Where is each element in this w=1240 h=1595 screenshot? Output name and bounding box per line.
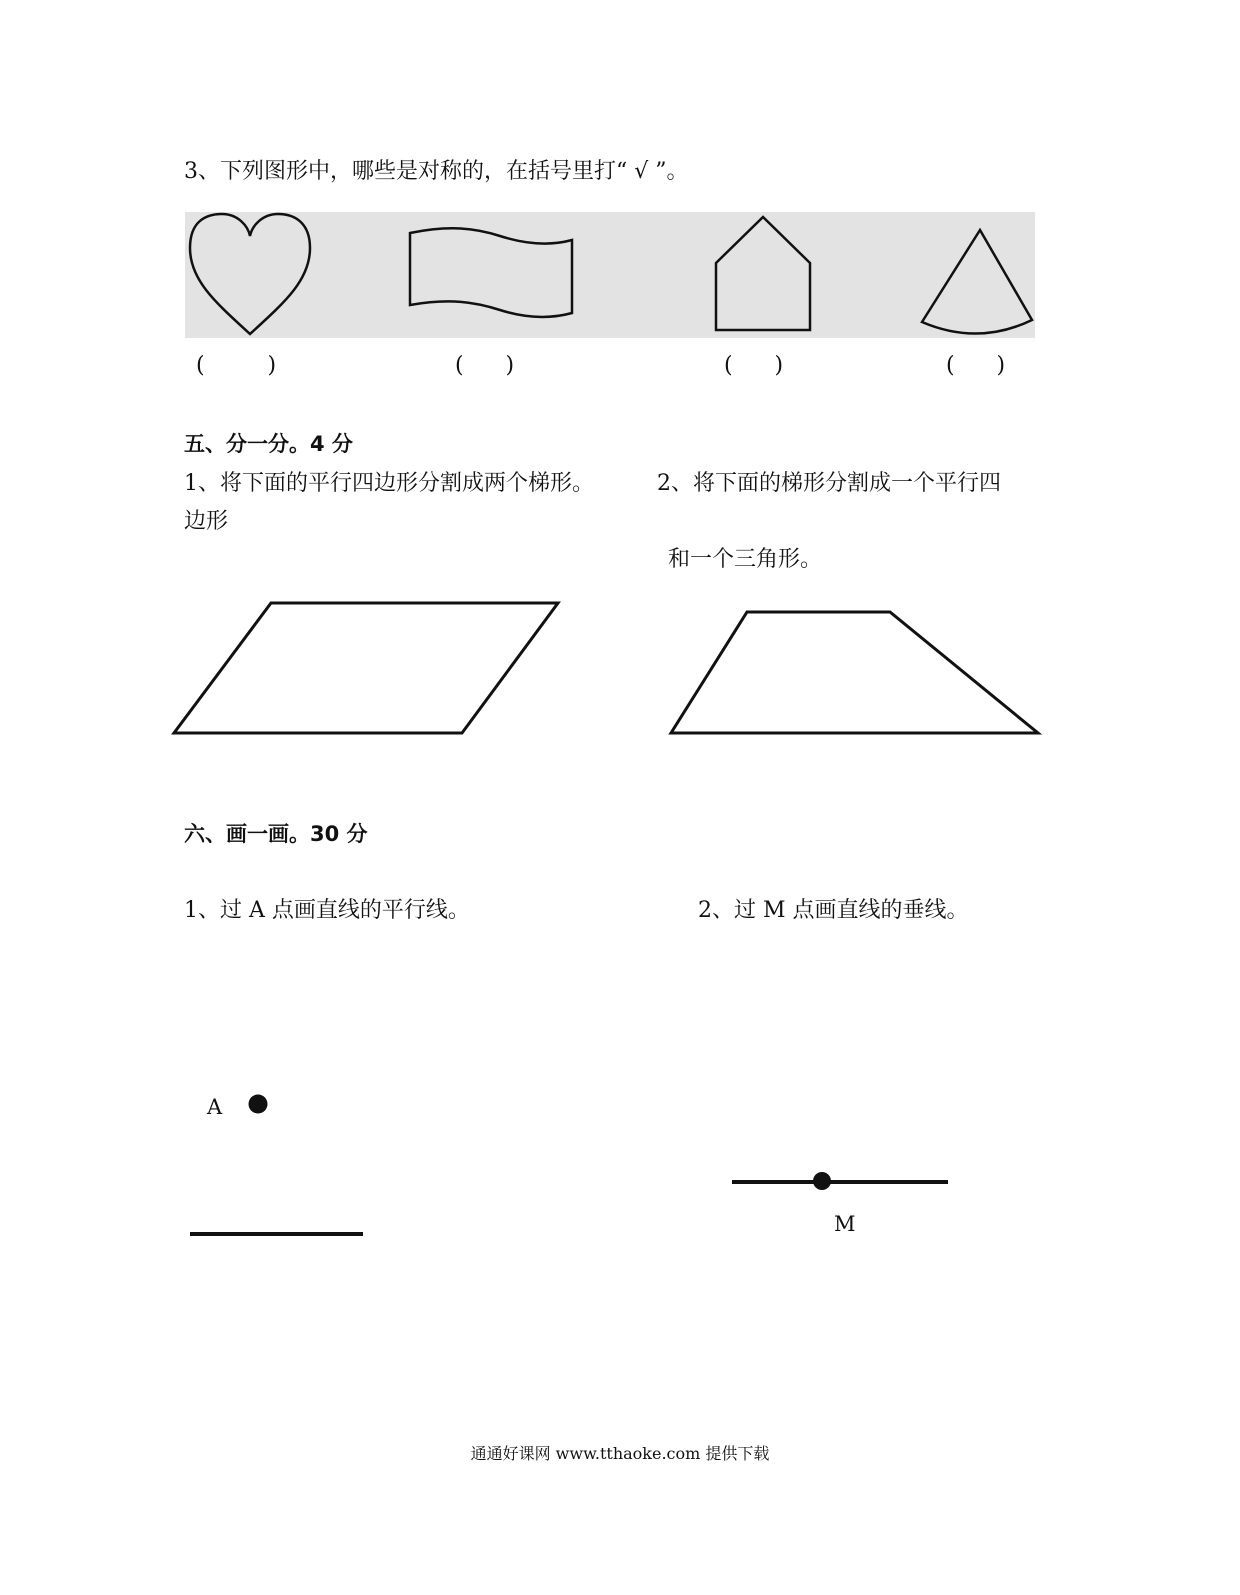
section-5-prompt-continuation: 边形 [184, 509, 229, 534]
point-a-dot [249, 1095, 268, 1114]
point-a-label: A [207, 1095, 223, 1119]
section-5-q2-prompt: 2、将下面的梯形分割成一个平行四 [657, 471, 1001, 496]
footer-text: 通通好课网 www.tthaoke.com 提供下载 [470, 1444, 770, 1463]
answer-blank-sector[interactable]: ( ) [946, 353, 1006, 378]
section-6-q1-prompt: 1、过 A 点画直线的平行线。 [184, 898, 470, 923]
section-6-heading: 六、画一画。30 分 [184, 822, 368, 846]
section-5-q2-prompt-continuation: 和一个三角形。 [668, 547, 823, 572]
question-3-prompt: 3、下列图形中，哪些是对称的，在括号里打“ √ ”。 [184, 159, 689, 184]
point-m-label: M [834, 1212, 856, 1236]
section-5-heading: 五、分一分。4 分 [184, 432, 353, 456]
answer-blank-house[interactable]: ( ) [724, 353, 784, 378]
answer-blank-wave[interactable]: ( ) [455, 353, 515, 378]
point-m-dot [813, 1172, 831, 1190]
section-5-q1-prompt: 1、将下面的平行四边形分割成两个梯形。 [184, 471, 594, 496]
section-6-q2-prompt: 2、过 M 点画直线的垂线。 [698, 898, 969, 923]
answer-blank-heart[interactable]: ( ) [196, 353, 277, 378]
